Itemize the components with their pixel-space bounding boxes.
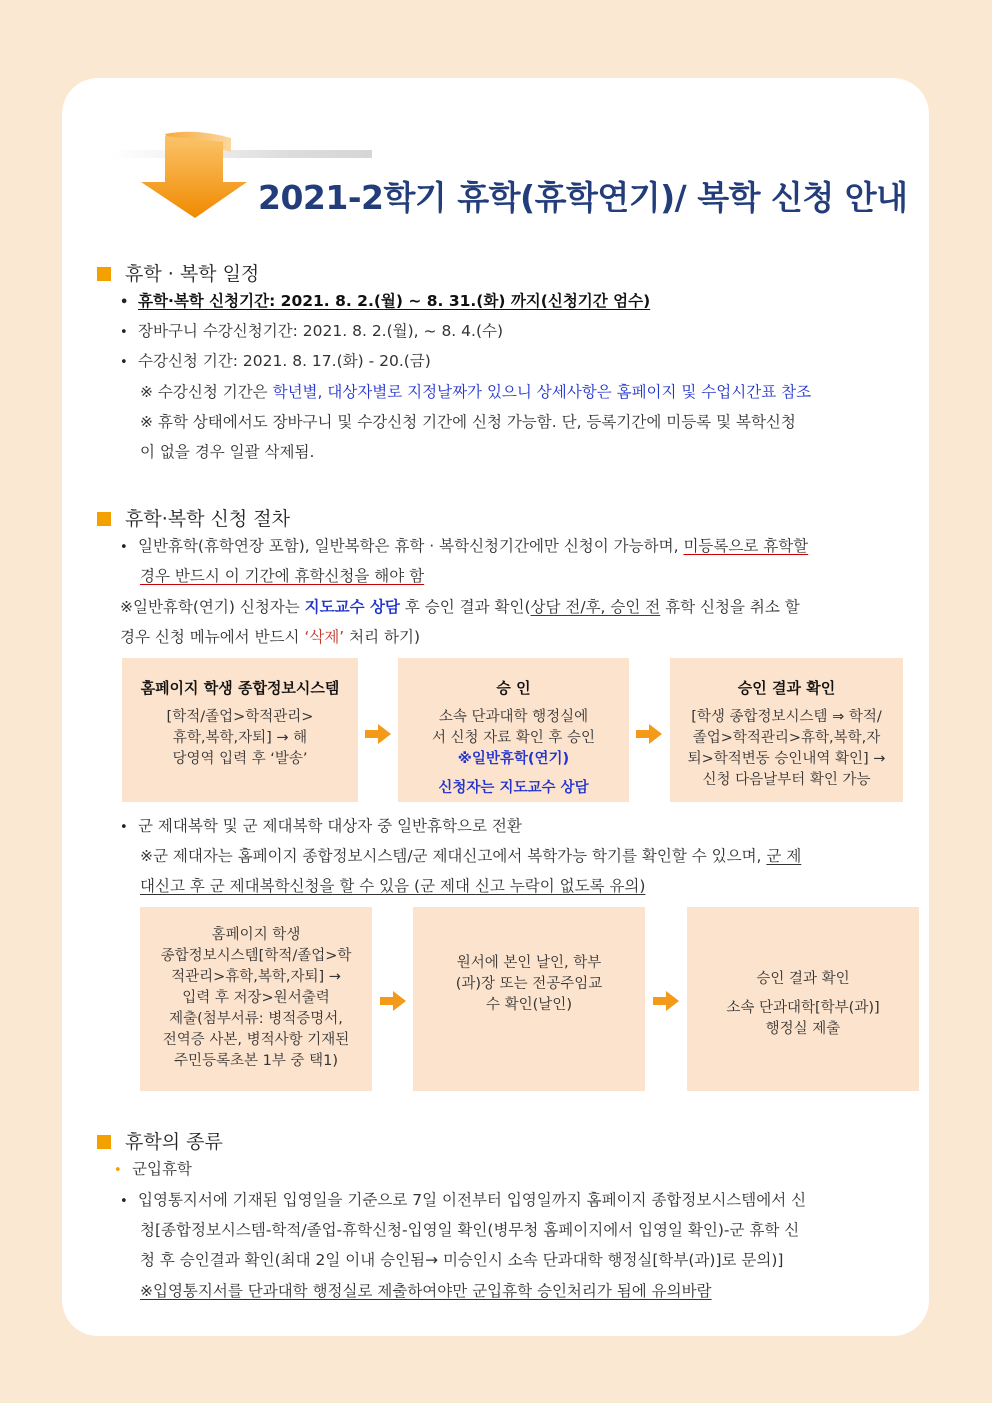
down-arrow-icon	[135, 128, 255, 220]
right-arrow-icon	[651, 989, 681, 1013]
square-bullet-icon	[97, 267, 111, 281]
section-schedule-heading: 휴학 · 복학 일정	[97, 259, 259, 286]
procedure-item-military: • 군 제대복학 및 군 제대복학 대상자 중 일반휴학으로 전환	[120, 817, 522, 835]
schedule-note-2-cont: 이 없을 경우 일괄 삭제됨.	[140, 443, 315, 461]
procedure-item-general: • 일반휴학(휴학연장 포함), 일반복학은 휴학 · 복학신청기간에만 신청이 가능하며, 미등록으로 휴학할	[120, 537, 809, 555]
flow-box-line: 전역증 사본, 병적사항 기재된	[162, 1032, 350, 1048]
flow-box-line: 수 확인(날인)	[486, 997, 572, 1013]
flow2-step-submit: 승인 결과 확인 소속 단과대학[학부(과)] 행정실 제출	[687, 907, 919, 1091]
procedure-note-advisor: ※일반휴학(연기) 신청자는 지도교수 상담 후 승인 결과 확인(상담 전/후, 승인 전 휴학 신청을 취소 할	[120, 598, 800, 616]
section-procedure-heading: 휴학·복학 신청 절차	[97, 504, 290, 531]
flow-box-line: 주민등록초본 1부 중 택1)	[174, 1053, 338, 1069]
flow-box-line: (과)장 또는 전공주임교	[455, 976, 603, 992]
types-military-note: ※입영통지서를 단과대학 행정실로 제출하여야만 군입휴학 승인처리가 됨에 유의바람	[140, 1282, 712, 1300]
schedule-item-registration: • 수강신청 기간: 2021. 8. 17.(화) - 20.(금)	[120, 352, 431, 370]
types-military-desc-2: 청[종합정보시스템-학적/졸업-휴학신청-입영일 확인(병무청 홈페이지에서 입영일 확인)-군 휴학 신	[140, 1221, 800, 1239]
right-arrow-icon	[363, 722, 393, 746]
procedure-note-military-cont: 대신고 후 군 제대복학신청을 할 수 있음 (군 제대 신고 누락이 없도록 유의)	[140, 877, 646, 895]
schedule-item-apply-period: • 휴학·복학 신청기간: 2021. 8. 2.(월) ~ 8. 31.(화) 까지(신청기간 엄수)	[120, 292, 651, 310]
types-military-desc: • 입영통지서에 기재된 입영일을 기준으로 7일 이전부터 입영일까지 홈페이지 종합정보시스템에서 신	[120, 1191, 807, 1209]
flow2-step-seal	[413, 907, 645, 1091]
section-types-heading: 휴학의 종류	[97, 1127, 223, 1154]
procedure-item-general-cont: 경우 반드시 이 기간에 휴학신청을 해야 함	[140, 567, 425, 585]
procedure-note-advisor-cont: 경우 신청 메뉴에서 반드시 ‘삭제’ 처리 하기)	[120, 628, 421, 646]
flow1-step-result: 승인 결과 확인 [학생 종합정보시스템 ⇒ 학적/ 졸업>학적관리>휴학,복학,자 퇴>학적변동 승인내역 확인] → 신청 다음날부터 확인 가능	[670, 658, 903, 802]
flow1-step-apply: 홈페이지 학생 종합정보시스템 [학적/졸업>학적관리> 휴학,복학,자퇴] → 해 당영역 입력 후 ‘발송’	[122, 658, 358, 802]
square-bullet-icon	[97, 512, 111, 526]
right-arrow-icon	[378, 989, 408, 1013]
flow1-step-approve: 승 인 소속 단과대학 행정실에 서 신청 자료 확인 후 승인 ※일반휴학(연기) 신청자는 지도교수 상담	[398, 658, 629, 802]
schedule-note-1: ※ 수강신청 기간은 학년별, 대상자별로 지정날짜가 있으니 상세사항은 홈페이지 및 수업시간표 참조	[140, 383, 812, 401]
flow-box-line: 홈페이지 학생	[211, 927, 301, 943]
types-subheading-military: • 군입휴학	[114, 1160, 192, 1178]
flow-box-line: 원서에 본인 날인, 학부	[456, 955, 602, 971]
right-arrow-icon	[634, 722, 664, 746]
page-title: 2021-2학기 휴학(휴학연기)/ 복학 신청 안내	[258, 178, 908, 217]
flow-box-line: 제출(첨부서류: 병적증명서,	[169, 1011, 343, 1027]
flow-box-line: 적관리>휴학,복학,자퇴] →	[171, 969, 341, 985]
schedule-note-2: ※ 휴학 상태에서도 장바구니 및 수강신청 기간에 신청 가능함. 단, 등록기간에 미등록 및 복학신청	[140, 413, 796, 431]
types-military-desc-3: 청 후 승인결과 확인(최대 2일 이내 승인됨→ 미승인시 소속 단과대학 행정실[학부(과)]로 문의)]	[140, 1251, 784, 1269]
flow2-step-apply	[140, 907, 372, 1091]
flow-box-line: 종합정보시스템[학적/졸업>학	[160, 948, 352, 964]
square-bullet-icon	[97, 1135, 111, 1149]
flow-box-line: 입력 후 저장>원서출력	[182, 990, 330, 1006]
procedure-note-military: ※군 제대자는 홈페이지 종합정보시스템/군 제대신고에서 복학가능 학기를 확인할 수 있으며, 군 제	[140, 847, 802, 865]
schedule-item-cart: • 장바구니 수강신청기간: 2021. 8. 2.(월), ~ 8. 4.(수)	[120, 322, 504, 340]
